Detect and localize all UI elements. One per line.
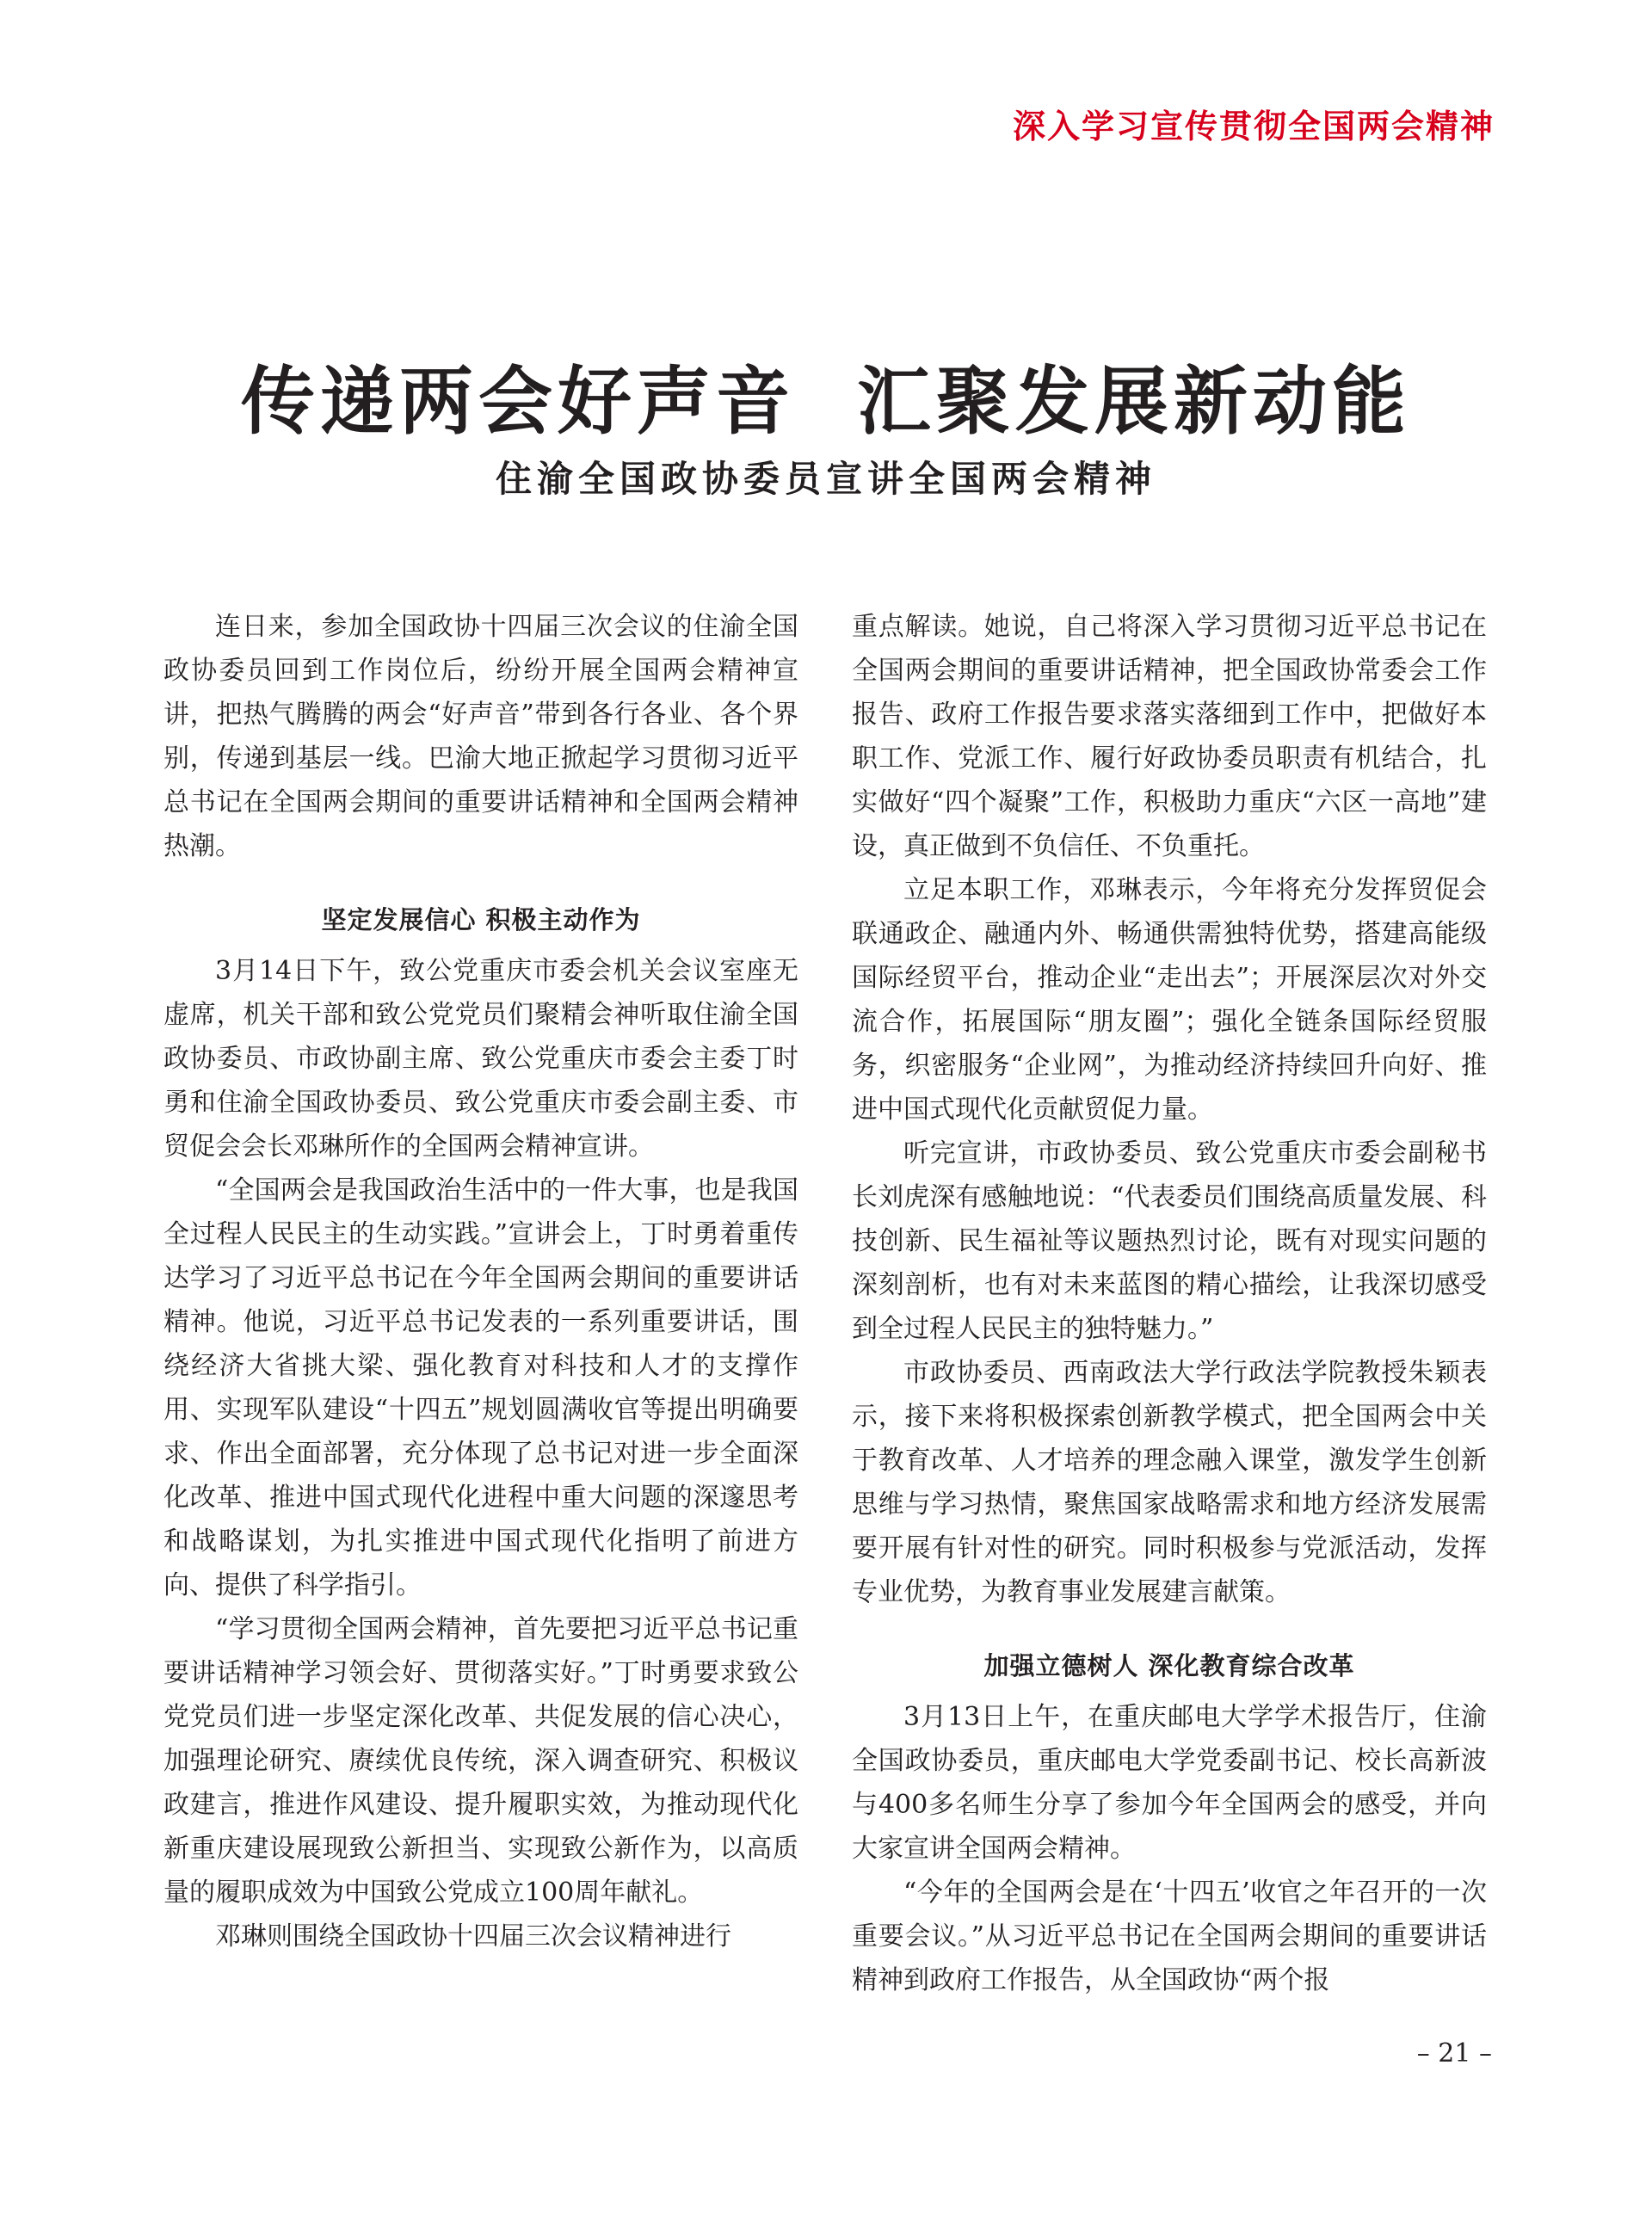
paragraph: 连日来，参加全国政协十四届三次会议的住渝全国政协委员回到工作岗位后，纷纷开展全国两会精神宣讲，把热气腾腾的两会“好声音”带到各行各业、各个界别，传递到基层一线。巴渝大地正掀起学习贯彻习近平总书记在全国两会期间的重要讲话精神和全国两会精神热潮。 bbox=[163, 612, 798, 861]
section-heading: 坚定发展信心 积极主动作为 bbox=[321, 905, 641, 934]
paragraph: “今年的全国两会是在‘十四五’收官之年召开的一次重要会议。”从习近平总书记在全国两会期间的重要讲话精神到政府工作报告，从全国政协“两个报 bbox=[852, 1878, 1487, 1995]
paragraph: 3月13日上午，在重庆邮电大学学术报告厅，住渝全国政协委员，重庆邮电大学党委副书记、校长高新波与400多名师生分享了参加今年全国两会的感受，并向大家宣讲全国两会精神。 bbox=[852, 1702, 1487, 1864]
article-title: 传递两会好声音 汇聚发展新动能 bbox=[241, 359, 1411, 445]
paragraph: “全国两会是我国政治生活中的一件大事，也是我国全过程人民民主的生动实践。”宣讲会上，丁时勇着重传达学习了习近平总书记在今年全国两会期间的重要讲话精神。他说，习近平总书记发表的一系列重要讲话，围绕经济大省挑大梁、强化教育对科技和人才的支撑作用、实现军队建设“十四五”规划圆满收官等提出明确要求、作出全面部署，充分体现了总书记对进一步全面深化改革、推进中国式现代化进程中重大问题的深邃思考和战略谋划，为扎实推进中国式现代化指明了前进方向、提供了科学指引。 bbox=[163, 1175, 798, 1600]
left-column bbox=[163, 605, 798, 1958]
right-column bbox=[852, 605, 1487, 2002]
paragraph: 立足本职工作，邓琳表示，今年将充分发挥贸促会联通政企、融通内外、畅通供需独特优势，搭建高能级国际经贸平台，推动企业“走出去”；开展深层次对外交流合作，拓展国际“朋友圈”；强化全链条国际经贸服务，织密服务“企业网”，为推动经济持续回升向好、推进中国式现代化贡献贸促力量。 bbox=[852, 875, 1487, 1125]
paragraph: 听完宣讲，市政协委员、致公党重庆市委会副秘书长刘虎深有感触地说：“代表委员们围绕高质量发展、科技创新、民生福祉等议题热烈讨论，既有对现实问题的深刻剖析，也有对未来蓝图的精心描绘，让我深切感受到全过程人民民主的独特魅力。” bbox=[852, 1138, 1487, 1344]
paragraph: 市政协委员、西南政法大学行政法学院教授朱颖表示，接下来将积极探索创新教学模式，把全国两会中关于教育改革、人才培养的理念融入课堂，激发学生创新思维与学习热情，聚焦国家战略需求和地方经济发展需要开展有针对性的研究。同时积极参与党派活动，发挥专业优势，为教育事业发展建言献策。 bbox=[852, 1358, 1487, 1607]
paragraph: 重点解读。她说，自己将深入学习贯彻习近平总书记在全国两会期间的重要讲话精神，把全国政协常委会工作报告、政府工作报告要求落实落细到工作中，把做好本职工作、党派工作、履行好政协委员职责有机结合，扎实做好“四个凝聚”工作，积极助力重庆“六区一高地”建设，真正做到不负信任、不负重托。 bbox=[852, 612, 1487, 861]
page-number: – 21 – bbox=[1416, 2038, 1492, 2069]
article-subtitle: 住渝全国政协委员宣讲全国两会精神 bbox=[495, 458, 1156, 500]
paragraph: “学习贯彻全国两会精神，首先要把习近平总书记重要讲话精神学习领会好、贯彻落实好。”丁时勇要求致公党党员们进一步坚定深化改革、共促发展的信心决心，加强理论研究、赓续优良传统，深入调查研究、积极议政建言，推进作风建设、提升履职实效，为推动现代化新重庆建设展现致公新担当、实现致公新作为，以高质量的履职成效为中国致公党成立100周年献礼。 bbox=[163, 1614, 798, 1908]
paragraph: 3月14日下午，致公党重庆市委会机关会议室座无虚席，机关干部和致公党党员们聚精会神听取住渝全国政协委员、市政协副主席、致公党重庆市委会主委丁时勇和住渝全国政协委员、致公党重庆市委会副主委、市贸促会会长邓琳所作的全国两会精神宣讲。 bbox=[163, 956, 798, 1162]
paragraph: 邓琳则围绕全国政协十四届三次会议精神进行 bbox=[215, 1921, 731, 1952]
section-tag: 深入学习宣传贯彻全国两会精神 bbox=[1012, 108, 1495, 145]
section-heading: 加强立德树人 深化教育综合改革 bbox=[983, 1651, 1355, 1680]
